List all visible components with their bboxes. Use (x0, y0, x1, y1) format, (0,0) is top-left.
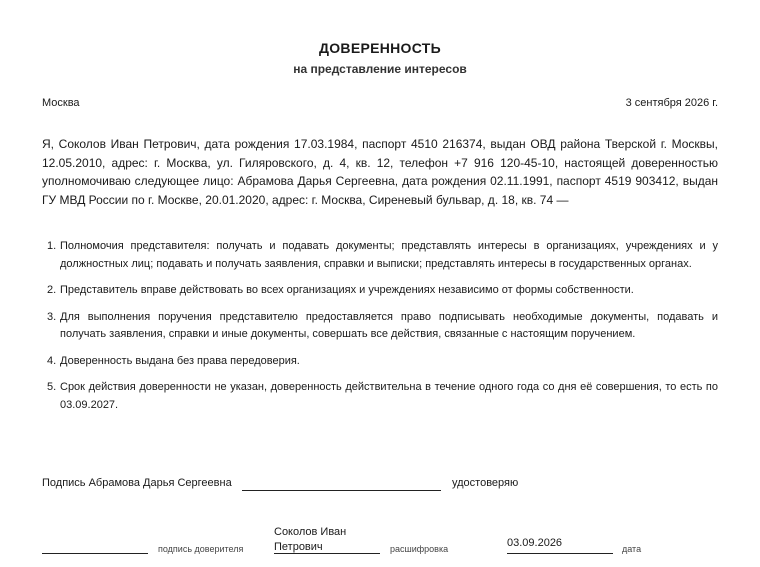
item-text: Представитель вправе действовать во всех организациях и учреждениях независимо от формы собственности. (60, 284, 634, 296)
item-text: Для выполнения поручения представителю предоставляется право подписывать необходимые документы, подавать и получать заявления, справки и иные документы, совершать все действия, связанные с настоящим поручением. (60, 310, 718, 340)
document-place: Москва (42, 97, 80, 109)
item-number: 4. (47, 354, 57, 367)
document-title: ДОВЕРЕННОСТЬ (318, 40, 442, 56)
item-number: 3. (47, 310, 57, 323)
sign-date-value: 03.09.2026 (507, 537, 563, 549)
sign-date-caption: дата (622, 544, 642, 554)
sign-date-line[interactable] (507, 553, 613, 554)
list-item (42, 379, 718, 414)
representative-signature-label: Подпись Абрамова Дарья Сергеевна (42, 477, 232, 489)
item-number: 1. (47, 240, 57, 252)
list-item (42, 238, 718, 273)
list-item (42, 353, 718, 371)
item-number: 5. (47, 381, 57, 393)
principal-signature-caption: подпись доверителя (158, 544, 244, 554)
principal-signature-line[interactable] (42, 553, 148, 554)
item-number: 2. (47, 284, 57, 296)
item-text: Срок действия доверенности не указан, доверенность действительна в течение одного года со дня её совершения, то есть по 03.09.2027. (60, 381, 718, 411)
item-text: Доверенность выдана без права передоверия. (60, 354, 300, 367)
name-decode-caption: расшифровка (390, 544, 449, 554)
list-item (42, 309, 718, 344)
document-subtitle: на представление интересов (293, 62, 467, 76)
name-decode-line[interactable] (274, 553, 380, 554)
intro-paragraph: Я, Соколов Иван Петрович, дата рождения 17.03.1984, паспорт 4510 216374, выдан ОВД района Тверской г. Москвы, 12.05.2010, адрес: г. Москва, ул. Гиляровского, д. 4, кв. 12, телефон +7 916 120-45-10, настоящей доверенностью уполномочиваю следующее лицо: Абрамова Дарья Сергеевна, дата рождения 02.11.1991, паспорт 4519 903412, выдан ГУ МВД России по г. Москве, 20.01.2020, адрес: г. Москва, Сиреневый бульвар, д. 18, кв. 74 — (42, 137, 718, 207)
representative-signature-line[interactable] (242, 490, 441, 491)
item-text: Полномочия представителя: получать и подавать документы; представлять интересы в организациях, учреждениях и у должностных лиц; подавать и получать заявления, справки и выписки; представлять интересы в государственных органах. (60, 240, 718, 270)
list-item (42, 282, 718, 300)
powers-list (42, 238, 718, 423)
document-date: 3 сентября 2026 г. (625, 97, 718, 109)
certify-label: удостоверяю (452, 477, 519, 489)
principal-name: Соколов Иван Петрович (274, 526, 347, 553)
